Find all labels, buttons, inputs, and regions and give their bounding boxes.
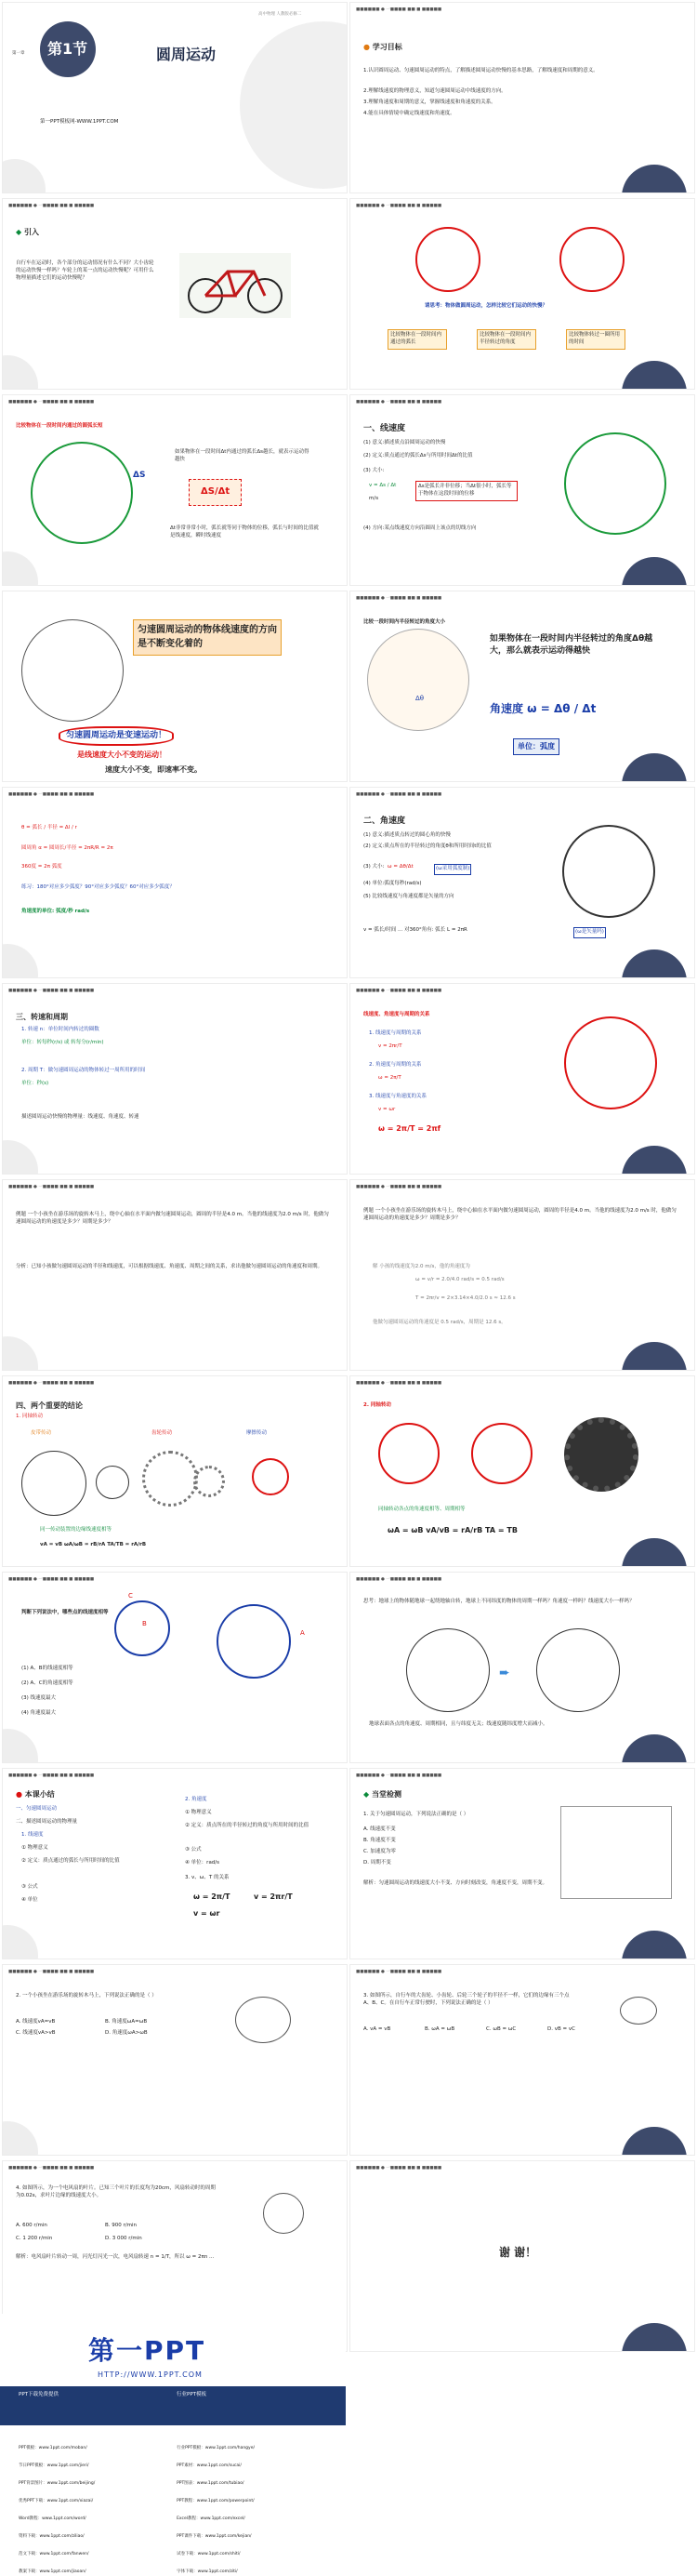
unit: 单位：弧度 <box>513 738 559 755</box>
formula: vA = vB ωA/ωB = rB/rA TA/TB = rA/rB <box>40 1542 147 1547</box>
opt-c: C. 线速度vA>vB <box>16 2030 56 2036</box>
decor-br <box>622 1538 687 1567</box>
footer-band <box>0 2386 346 2425</box>
slide-24[interactable] <box>349 2160 695 2352</box>
note: 同一传动装置的边缘线速度相等 <box>40 1527 112 1533</box>
link-list <box>19 2435 335 2576</box>
decor-br <box>622 753 687 782</box>
l2: (2) 定义:质点所在的半径转过的角度θ和所用时间t的比值 <box>363 843 492 849</box>
hint: Δt非常非常小时，弧长就等同于物体的位移，弧长与时间的比值就是线速度，瞬时线速度 <box>170 525 319 538</box>
slide-10[interactable] <box>349 787 695 978</box>
question: 1. 关于匀速圆周运动，下列说法正确的是（ ） <box>363 1812 469 1817</box>
slide-18[interactable] <box>349 1572 695 1763</box>
heading: ● 学习目标 <box>363 43 402 51</box>
box-note: Δs是弧长并非位移；当Δt很小时，弧长等于物体在这段时间的位移 <box>415 481 518 501</box>
earth-right <box>536 1628 620 1712</box>
logo-url: HTTP://WWW.1PPT.COM <box>98 2370 203 2379</box>
item-2: 二、描述圆周运动的物理量 <box>16 1819 78 1825</box>
statement-3: 速度大小不变，即速率不变。 <box>105 765 202 774</box>
right-4: ③ 公式 <box>185 1847 202 1852</box>
opt-a: A. 线速度vA=vB <box>16 2019 56 2025</box>
main-statement: 匀速圆周运动的物体线速度的方向是不断变化着的 <box>133 619 282 656</box>
opt-b: B. 900 r/min <box>105 2223 138 2228</box>
friction-wheel <box>252 1458 289 1495</box>
thanks: 谢 谢！ <box>499 2246 537 2259</box>
bicycle-bg <box>179 253 291 318</box>
slide-9[interactable] <box>2 787 348 978</box>
l2: 2. 角速度与周期的关系 <box>369 1062 422 1068</box>
link-row[interactable]: PPT背景图片：www.1ppt.com/beijing/ <box>19 2481 96 2486</box>
arc-label: ΔS <box>133 471 146 480</box>
decor-bottom <box>2 944 38 978</box>
leaf-icon: ◆ <box>363 1790 370 1799</box>
decor-bottom <box>2 1336 38 1371</box>
link-row[interactable]: 节日PPT模板：www.1ppt.com/jieri/ <box>19 2463 89 2468</box>
col1-title: PPT下载免费提供 <box>19 2392 59 2397</box>
heading: 比较一段时间内半径转过的角度大小 <box>363 619 446 625</box>
decor-large <box>240 21 348 189</box>
goal-2: 2.理解线速度的物理意义，知道匀速圆周运动中线速度的方向。 <box>363 88 506 94</box>
section-badge: 第1节 <box>47 40 88 58</box>
l2: (2) 定义:质点通过的弧长Δs与所用时间Δt的比值 <box>363 453 473 458</box>
option-time: 比较物体转过一圈所用的时间 <box>566 329 625 350</box>
heading: 线速度、角速度与周期的关系 <box>363 1012 430 1017</box>
analysis: 分析：已知小孩做匀速圆周运动的半径和线速度，可以根据线速度、角速度、周期之间的关系，求出他做匀速圆周运动的角速度和周期。 <box>16 1264 323 1269</box>
tag: 第一章 <box>12 51 25 56</box>
l3: 2. 周期 T：做匀速圆周运动的物体转过一周所用的时间 <box>21 1068 146 1073</box>
slide-15[interactable] <box>2 1375 348 1567</box>
decor-br <box>622 2323 687 2352</box>
col2-title: 行业PPT模板 <box>177 2392 206 2397</box>
link-row[interactable]: Word教程：www.1ppt.com/word/ <box>19 2516 86 2521</box>
slide-6[interactable] <box>349 394 695 586</box>
f2: ω = 2π/T <box>378 1075 401 1081</box>
heading: 一、线速度 <box>363 424 406 433</box>
wheel-1 <box>378 1423 440 1484</box>
decor-bottom <box>2 1729 38 1763</box>
l3: (3) 大小: <box>363 468 385 473</box>
formula: 角速度 ω = Δθ / Δt <box>490 702 597 715</box>
opt-a: A. 线速度不变 <box>363 1826 396 1832</box>
wheel-a <box>217 1604 291 1679</box>
link-row[interactable]: 范文下载：www.1ppt.com/fanwen/ <box>19 2552 89 2556</box>
formula: v = Δs / Δt <box>369 483 397 488</box>
item-3: 1. 线速度 <box>21 1832 44 1838</box>
pulley-small <box>96 1466 129 1499</box>
f2: T = 2πr/v = 2×3.14×4.0/2.0 s ≈ 12.6 s <box>415 1295 516 1301</box>
slide-header: ■■■■■■ ● 一■■■■ ■■ ■ ■■■■■ <box>356 2166 442 2171</box>
slide-header: ■■■■■■ ● 一■■■■ ■■ ■ ■■■■■ <box>8 1970 95 1974</box>
link-row[interactable]: 试卷下载：www.1ppt.com/shiti/ <box>177 2552 241 2556</box>
slide-11[interactable] <box>2 983 348 1175</box>
decor-br <box>622 949 687 978</box>
f1: ω = v/r = 2.0/4.0 rad/s = 0.5 rad/s <box>415 1277 505 1282</box>
circle-left <box>415 227 480 292</box>
item-3: (3) 线速度最大 <box>21 1695 57 1701</box>
l4: 单位：秒(s) <box>21 1081 49 1086</box>
question: 思考：地球上的物体随地球一起绕地轴自转，地球上不同纬度的物体的周期一样吗？角速度一样吗？线速度大小一样吗？ <box>363 1599 635 1604</box>
decor-bottom <box>2 355 38 390</box>
line3: 360度 = 2π 弧度 <box>21 864 62 870</box>
link-row[interactable]: PPT课件下载：www.1ppt.com/kejian/ <box>177 2534 252 2539</box>
f4: ω = 2π/T = 2πf <box>378 1124 441 1133</box>
question: 3. 如图所示，自行车的大齿轮、小齿轮、后轮三个轮子的半径不一样，它们的边缘有三个点A、B、C。在自行车正常行驶时，下列说法正确的是（ ） <box>363 1993 570 2006</box>
slide-13[interactable] <box>2 1179 348 1371</box>
slide-17[interactable] <box>2 1572 348 1763</box>
heading: ◆ 引入 <box>16 228 39 236</box>
link-row[interactable]: 字体下载：www.1ppt.com/ziti/ <box>177 2569 238 2574</box>
goal-4: 4.能在具体情境中确定线速度和角速度。 <box>363 111 455 116</box>
item-4: ① 物理意义 <box>21 1845 48 1851</box>
link-row[interactable]: PPT模板：www.1ppt.com/moban/ <box>19 2446 87 2450</box>
decor-bottom <box>2 2121 38 2156</box>
slide-header: ■■■■■■ ● 一■■■■ ■■ ■ ■■■■■ <box>356 1970 442 1974</box>
slide-header: ■■■■■■ ● 一■■■■ ■■ ■ ■■■■■ <box>356 204 442 208</box>
slide-header: ■■■■■■ ● 一■■■■ ■■ ■ ■■■■■ <box>8 989 95 993</box>
l4: (4) 方向:某点线速度方向沿圆周上该点的切线方向 <box>363 525 477 531</box>
right-2: ① 物理意义 <box>185 1810 212 1815</box>
circle-right <box>559 227 625 292</box>
slide-title: 圆周运动 <box>156 46 217 63</box>
sub: 1. 同轴转动 <box>16 1414 43 1419</box>
l5: (5) 比较线速度与角速度都是矢量的方向 <box>363 894 454 899</box>
top-text: 高中物理 人教版必修二 <box>258 12 302 17</box>
l5: 描述圆周运动快慢的物理量：线速度、角速度、转速 <box>21 1114 139 1120</box>
concept-diagram <box>560 1806 672 1899</box>
decor-br <box>622 165 687 193</box>
f3: v = ωr <box>193 1909 220 1918</box>
opt-c: C. 1 200 r/min <box>16 2236 53 2241</box>
question: 4. 如图所示，为一个电风扇的叶片。已知三个叶片的长度均为20cm，风扇转动时的周期为0.02s，求叶片边缘的线速度大小。 <box>16 2185 216 2198</box>
goal-1: 1.认识圆周运动、匀速圆周运动的特点，了解描述圆周运动快慢的基本思路，了解线速度和周期的意义。 <box>363 68 598 73</box>
slide-header: ■■■■■■ ● 一■■■■ ■■ ■ ■■■■■ <box>8 204 95 208</box>
slide-19[interactable] <box>2 1768 348 1959</box>
heading: 判断下列说法中，哪些点的线速度相等 <box>21 1610 109 1615</box>
heading: 2. 同轴转动 <box>363 1402 391 1408</box>
bicycle-image <box>179 253 291 318</box>
statement-2: 是线速度大小不变的运动！ <box>77 750 166 759</box>
solution: 解 小孩的线速度为2.0 m/s，他的角速度为 <box>373 1264 470 1269</box>
angle-label: Δθ <box>415 695 425 702</box>
l4: (4) 单位:弧度每秒(rad/s) <box>363 881 422 886</box>
subtitle: 第一PPT模板网-WWW.1PPT.COM <box>40 119 119 125</box>
angle-circle <box>367 629 469 731</box>
f1: v = 2πr/T <box>378 1043 402 1049</box>
goal-3: 3.理解角速度和周期的意义，掌握线速度和角速度的关系。 <box>363 100 496 105</box>
decor-bottom <box>2 1140 38 1175</box>
slide-header: ■■■■■■ ● 一■■■■ ■■ ■ ■■■■■ <box>8 1577 95 1582</box>
unit: 角速度的单位: 弧度/秒 rad/s <box>21 909 90 914</box>
f3: v = ωr <box>378 1107 396 1112</box>
conclusion: 他做匀速圆周运动的角速度是 0.5 rad/s，周期是 12.6 s。 <box>373 1320 506 1325</box>
gear-photo <box>564 1417 638 1492</box>
l1: 1. 线速度与周期的关系 <box>369 1030 422 1036</box>
heading: 比较物体在一段时间内通过的圆弧长短 <box>16 423 103 429</box>
opt-c: C. 加速度为零 <box>363 1849 396 1854</box>
slide-3[interactable] <box>2 198 348 390</box>
decor-br <box>622 361 687 390</box>
wheel-2 <box>471 1423 533 1484</box>
decor-bottom <box>2 1925 38 1959</box>
slide-5[interactable] <box>2 394 348 586</box>
pulley-big <box>21 1451 86 1516</box>
slide-12[interactable] <box>349 983 695 1175</box>
l1: (1) 意义:描述质点转过的圆心角的快慢 <box>363 832 451 838</box>
slide-7[interactable] <box>2 591 348 782</box>
option-angle: 比较物体在一段时间内半径转过的角度 <box>477 329 536 350</box>
bubble: 匀速圆周运动是变速运动！ <box>59 726 174 746</box>
slide-4[interactable] <box>349 198 695 390</box>
slide-2[interactable] <box>349 2 695 193</box>
sun-icon: ● <box>16 1790 22 1799</box>
item-1: 一、匀速圆周运动 <box>16 1806 58 1812</box>
link-row[interactable]: 优秀PPT下载：www.1ppt.com/xiazai/ <box>19 2499 94 2503</box>
link-row[interactable]: 行业PPT模板：www.1ppt.com/hangye/ <box>177 2446 255 2450</box>
item-5: ② 定义：质点通过的弧长与所用时间的比值 <box>21 1858 120 1864</box>
opt-d: D. vB = vC <box>547 2026 575 2032</box>
slide-8[interactable] <box>349 591 695 782</box>
leaf-icon: ◆ <box>16 228 22 236</box>
slide-header: ■■■■■■ ● 一■■■■ ■■ ■ ■■■■■ <box>356 400 442 405</box>
formula: ωA = ωB vA/vB = rA/rB TA = TB <box>388 1526 518 1534</box>
tag: (ω是矢量吗) <box>573 927 606 938</box>
sun-icon: ● <box>363 43 370 51</box>
velocity-circle <box>21 619 124 722</box>
ratio-box: ΔS/Δt <box>189 479 242 506</box>
opt-b: B. 角速度不变 <box>363 1838 396 1843</box>
l3: (3) 大小: <box>363 864 385 870</box>
label-b: B <box>142 1620 147 1627</box>
arrow-icon: ➨ <box>499 1666 510 1680</box>
link-row[interactable]: PPT素材：www.1ppt.com/sucai/ <box>177 2463 242 2468</box>
item-1: (1) A、B的线速度相等 <box>21 1666 73 1671</box>
tag2: (ω采用弧度制) <box>434 864 471 875</box>
right-6: 3. v、ω、T 的关系 <box>185 1875 230 1880</box>
right-3: ② 定义：质点所在的半径转过的角度与所用时间的比值 <box>185 1823 309 1828</box>
conclusion: 地球表面各点的角速度、周期相同，且与纬度无关；线速度随纬度增大而减小。 <box>369 1721 548 1727</box>
heading: ◆ 当堂检测 <box>363 1790 401 1799</box>
slide-header: ■■■■■■ ● 一■■■■ ■■ ■ ■■■■■ <box>356 1185 442 1189</box>
slide-header: ■■■■■■ ● 一■■■■ ■■ ■ ■■■■■ <box>8 2166 95 2171</box>
decor-bottom <box>2 159 46 193</box>
relation: v = 弧长/时间 ... 对360°角有: 弧长 L = 2πR <box>363 927 467 933</box>
gear-small <box>193 1466 225 1497</box>
note: 同轴转动各点的角速度相等、周期相等 <box>378 1507 466 1512</box>
belt-label: 皮带传动 <box>31 1430 52 1436</box>
practice: 练习：180°对应多少弧度？90°对应多少弧度？60°对应多少弧度？ <box>21 884 175 890</box>
f2: v = 2πr/T <box>254 1892 293 1901</box>
f1: ω = 2π/T <box>193 1892 230 1901</box>
slide-header: ■■■■■■ ● 一■■■■ ■■ ■ ■■■■■ <box>8 1381 95 1386</box>
answer: 解析：匀速圆周运动的线速度大小不变、方向时刻改变，角速度不变，周期不变。 <box>363 1880 548 1886</box>
slide-22[interactable] <box>349 1964 695 2156</box>
intro-text: 自行车在运动时，各个部分的运动情况有什么不同？大小齿轮的运动快慢一样吗？车轮上的某一点的运动快慢呢？可用什么物理量描述它们的运动快慢呢？ <box>16 260 154 281</box>
fan-image <box>263 2193 304 2234</box>
decor-br <box>622 1734 687 1763</box>
slide-header: ■■■■■■ ● 一■■■■ ■■ ■ ■■■■■ <box>356 1381 442 1386</box>
l1: (1) 意义:描述质点沿圆周运动的快慢 <box>363 440 446 445</box>
answer: 解析：电风扇叶片转动一周，闪光灯闪光一次，电风扇转速 n = 1/T，所以 ω = 2πn ... <box>16 2254 215 2260</box>
line2: 圆周角 α = 圆周长/半径 = 2πR/R = 2π <box>21 845 113 851</box>
opt-b: B. ωA = ωB <box>425 2026 455 2032</box>
logo: 第一PPT <box>88 2335 206 2366</box>
opt-d: D. 3 000 r/min <box>105 2236 142 2241</box>
example: 例题 一个小孩坐在游乐场的旋转木马上，绕中心轴在水平面内做匀速圆周运动，圆周的半径是4.0 m。当他的线速度为2.0 m/s 时，他做匀速圆周运动的角速度是多少？周期是多少？ <box>363 1208 677 1221</box>
heading: ● 本课小结 <box>16 1790 55 1799</box>
example: 例题 一个小孩坐在游乐场的旋转木马上，绕中心轴在水平面内做匀速圆周运动，圆周的半径是4.0 m。当他的线速度为2.0 m/s 时，他做匀速圆周运动的角速度是多少？周期是多少？ <box>16 1212 329 1225</box>
diagram-circle <box>562 825 655 918</box>
option-arc: 比较物体在一段时间内通过的弧长 <box>388 329 447 350</box>
slide-21[interactable] <box>2 1964 348 2156</box>
item-6: ③ 公式 <box>21 1884 38 1890</box>
decor-bottom <box>2 551 38 586</box>
slide-header: ■■■■■■ ● 一■■■■ ■■ ■ ■■■■■ <box>356 1773 442 1778</box>
gear-label: 齿轮传动 <box>151 1430 173 1436</box>
opt-a: A. 600 r/min <box>16 2223 47 2228</box>
opt-d: D. 角速度ωA>ωB <box>105 2030 148 2036</box>
slide-header: ■■■■■■ ● 一■■■■ ■■ ■ ■■■■■ <box>356 596 442 601</box>
slide-1[interactable] <box>2 2 348 193</box>
note: 如果物体在一段时间Δt内通过的弧长Δs越长，就表示运动得越快 <box>175 449 309 462</box>
heading: 三、转速和周期 <box>16 1013 68 1021</box>
decor-br <box>622 2127 687 2156</box>
text: 如果物体在一段时间内半径转过的角度Δθ越大，那么就表示运动得越快 <box>490 634 653 657</box>
opt-b: B. 角速度ωA=ωB <box>105 2019 148 2025</box>
unit: m/s <box>369 496 379 501</box>
l1: 1. 转速 n：单位时间内转过的圈数 <box>21 1027 99 1032</box>
line1: θ = 弧长 / 半径 = Δl / r <box>21 825 77 830</box>
slide-header: ■■■■■■ ● 一■■■■ ■■ ■ ■■■■■ <box>8 1185 95 1189</box>
gear-image <box>620 1997 657 2025</box>
slide-header: ■■■■■■ ● 一■■■■ ■■ ■ ■■■■■ <box>356 1577 442 1582</box>
heading: 二、角速度 <box>363 817 406 826</box>
item-7: ④ 单位 <box>21 1897 38 1903</box>
link-row[interactable]: 资料下载：www.1ppt.com/ziliao/ <box>19 2534 85 2539</box>
right-5: ④ 单位：rad/s <box>185 1860 220 1866</box>
slide-header: ■■■■■■ ● 一■■■■ ■■ ■ ■■■■■ <box>356 792 442 797</box>
link-row[interactable]: PPT教程：www.1ppt.com/powerpoint/ <box>177 2499 255 2503</box>
friction-label: 摩擦传动 <box>246 1430 268 1436</box>
link-row[interactable]: Excel教程：www.1ppt.com/excel/ <box>177 2516 245 2521</box>
decor-br <box>622 1931 687 1959</box>
opt-c: C. ωB = ωC <box>486 2026 517 2032</box>
slide-14[interactable] <box>349 1179 695 1371</box>
slide-header: ■■■■■■ ● 一■■■■ ■■ ■ ■■■■■ <box>356 989 442 993</box>
link-row[interactable]: 教案下载：www.1ppt.com/jiaoan/ <box>19 2569 86 2574</box>
item-4: (4) 角速度最大 <box>21 1710 57 1716</box>
slide-header: ■■■■■■ ● 一■■■■ ■■ ■ ■■■■■ <box>8 1773 95 1778</box>
slide-20[interactable] <box>349 1768 695 1959</box>
slide-header: ■■■■■■ ● 一■■■■ ■■ ■ ■■■■■ <box>8 792 95 797</box>
diagram-circle <box>564 432 666 535</box>
motion-circle <box>31 442 133 544</box>
l2: 单位：转每秒(r/s) 或 转每分(r/min) <box>21 1040 104 1045</box>
l3: 3. 线速度与角速度的关系 <box>369 1094 427 1099</box>
question: 2. 一个小孩坐在游乐场的旋转木马上，下列说法正确的是（ ） <box>16 1993 157 1998</box>
carousel-image <box>235 1997 291 2043</box>
decor-br <box>622 1146 687 1175</box>
item-2: (2) A、C的角速度相等 <box>21 1680 73 1686</box>
slide-16[interactable] <box>349 1375 695 1567</box>
decor-br <box>622 557 687 586</box>
diagram-circle <box>564 1016 657 1109</box>
slide-header: ■■■■■■ ● 一■■■■ ■■ ■ ■■■■■ <box>356 7 442 12</box>
label-a: A <box>300 1629 305 1637</box>
opt-d: D. 周期不变 <box>363 1860 391 1866</box>
footer-ad <box>0 2314 346 2574</box>
slide-header: ■■■■■■ ● 一■■■■ ■■ ■ ■■■■■ <box>8 400 95 405</box>
heading: 四、两个重要的结论 <box>16 1401 83 1410</box>
decor-br <box>622 1342 687 1371</box>
question: 请思考：物体做圆周运动，怎样比较它们运动的快慢？ <box>425 303 548 309</box>
right-1: 2. 角速度 <box>185 1797 207 1802</box>
opt-a: A. vA = vB <box>363 2026 391 2032</box>
label-c: C <box>128 1592 133 1600</box>
earth-left <box>406 1628 490 1712</box>
link-row[interactable]: PPT图表：www.1ppt.com/tubiao/ <box>177 2481 244 2486</box>
gear-big <box>142 1451 198 1507</box>
formula: ω = Δθ/Δt <box>388 864 414 870</box>
